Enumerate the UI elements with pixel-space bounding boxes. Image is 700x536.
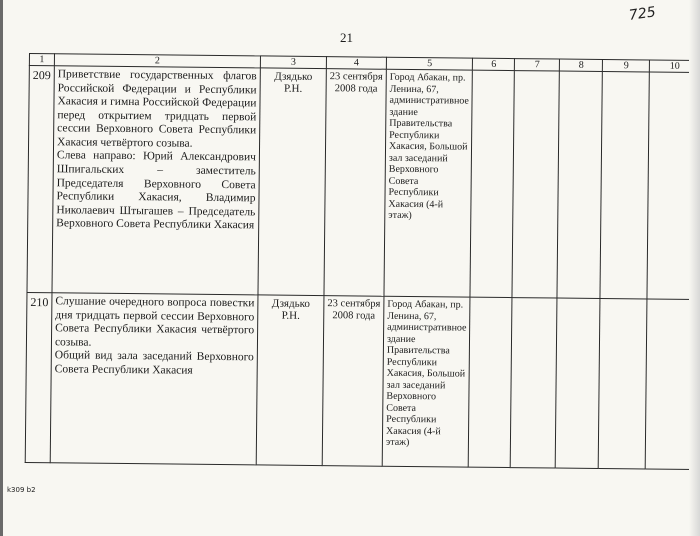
table-row — [27, 66, 700, 300]
header-cell: 5 — [386, 57, 472, 70]
empty-cell — [511, 298, 558, 468]
empty-cell — [470, 70, 514, 297]
empty-cell — [599, 298, 648, 468]
event-description — [52, 66, 260, 295]
header-cell: 9 — [603, 60, 650, 72]
header-cell: 7 — [515, 59, 560, 71]
header-cell: 3 — [260, 56, 326, 69]
record-number: 210 — [25, 292, 52, 462]
register-table — [25, 53, 700, 470]
empty-cell — [469, 297, 513, 467]
date: 23 сентября 2008 года — [322, 296, 384, 467]
author: Дзядько Р.Н. — [258, 68, 326, 296]
event-caption: Общий вид зала заседаний Верховного Совета Республики Хакасия — [54, 349, 254, 377]
empty-cell — [600, 72, 649, 299]
event-text: Приветствие государственных флагов Российской Федерации и Республики Хакасия и гимна Российской Федерации перед открытием тридцать первой сессии Верховного Совета Республики Хакасия четвёртого созыва. — [57, 68, 257, 150]
event-caption: Слева направо: Юрий Александрович Шпигальских – заместитель Председателя Верховного Совета Республики Хакасия, Владимир Николаевич Штыгашев – Председатель Верховного Совета Республики Хакасия — [56, 149, 256, 232]
header-cell: 8 — [560, 59, 603, 71]
place: Город Абакан, пр. Ленина, 67, административное здание Правительства Республики Хакасия, Большой зал заседаний Верховного Совета Республики Хакасия (4-й этаж) — [384, 69, 473, 297]
author: Дзядько Р.Н. — [256, 295, 324, 466]
empty-cell — [557, 71, 602, 298]
place: Город Абакан, пр. Ленина, 67, административное здание Правительства Республики Хакасия, Большой зал заседаний Верховного Совета Республики Хакасия (4-й этаж) — [382, 296, 470, 467]
empty-cell — [512, 71, 559, 298]
event-text: Слушание очередного вопроса повестки дня тридцать первой сессии Верховного Совета Республики Хакасия четвёртого созыва. — [54, 295, 255, 349]
header-cell: 1 — [29, 54, 54, 66]
header-cell: 6 — [473, 58, 515, 70]
header-cell: 2 — [54, 54, 260, 68]
edge-code: k309 b2 — [7, 486, 36, 494]
header-cell: 10 — [650, 60, 700, 73]
page-number: 21 — [340, 30, 353, 45]
header-cell: 4 — [326, 57, 386, 70]
table-row — [25, 292, 697, 469]
record-number: 209 — [27, 66, 54, 293]
event-description — [50, 293, 258, 465]
handwritten-note: 725 — [628, 4, 657, 24]
empty-cell — [556, 298, 601, 468]
date: 23 сентября 2008 года — [324, 69, 386, 297]
page-edge-shadow — [689, 0, 700, 536]
